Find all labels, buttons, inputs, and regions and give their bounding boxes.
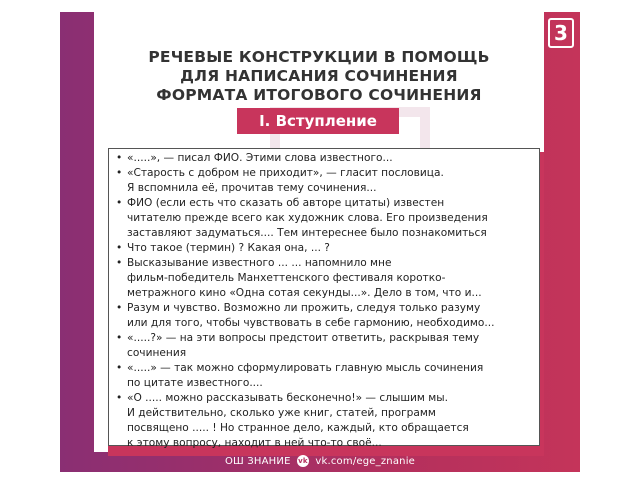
list-item [115, 301, 533, 331]
list-item [115, 256, 533, 301]
list-item [115, 166, 533, 196]
list-item-line: или для того, чтобы чувствовать в себе гармонию, необходимо... [127, 317, 495, 329]
list-item-line: • «.....», — писал ФИО. Этими слова известного... [127, 152, 393, 164]
list-item [115, 241, 533, 256]
list-item-line: Я вспомнила её, прочитав тему сочинения... [127, 182, 377, 194]
section-badge: I. Вступление [237, 108, 399, 134]
page-title [94, 48, 544, 105]
title-line-2: ДЛЯ НАПИСАНИЯ СОЧИНЕНИЯ [180, 67, 458, 85]
list-item [115, 361, 533, 391]
phrase-list [115, 151, 533, 451]
list-item-line: • «О ..... можно рассказывать бесконечно!» — слышим мы. [127, 392, 448, 404]
list-item-line: фильм-победитель Манхеттенского фестиваля коротко- [127, 272, 446, 284]
list-item [115, 196, 533, 241]
list-item-line: • Разум и чувство. Возможно ли прожить, следуя только разуму [127, 302, 481, 314]
list-item [115, 391, 533, 451]
list-item-line: • Что такое (термин) ? Какая она, ... ? [127, 242, 330, 254]
list-item-line: • ФИО (если есть что сказать об авторе цитаты) известен [127, 197, 445, 209]
list-item-line: заставляют задуматься.... Тем интереснее было познакомиться [127, 227, 487, 239]
list-item-line: • Высказывание известного ... ... напомнило мне [127, 257, 392, 269]
brand-logo-icon: 3 [548, 18, 574, 48]
list-item-line: по цитате известного.... [127, 377, 263, 389]
title-line-1: РЕЧЕВЫЕ КОНСТРУКЦИИ В ПОМОЩЬ [148, 48, 490, 66]
list-item [115, 331, 533, 361]
phrases-box [108, 148, 540, 449]
vk-icon: vk [298, 457, 308, 465]
list-item [115, 151, 533, 166]
list-item-line: сочинения [127, 347, 187, 359]
list-item-line: И действительно, сколько уже книг, статей, программ [127, 407, 436, 419]
footer [60, 452, 580, 472]
list-item-line: • «.....?» — на эти вопросы предстоит ответить, раскрывая тему [127, 332, 480, 344]
list-item-line: читателю прежде всего как художник слова. Его произведения [127, 212, 488, 224]
list-item-line: метражного кино «Одна сотая секунды...». Дело в том, что и... [127, 287, 482, 299]
footer-brand: ОШ ЗНАНИЕ [224, 456, 291, 467]
poster [60, 12, 580, 472]
title-line-3: ФОРМАТА ИТОГОВОГО СОЧИНЕНИЯ [156, 86, 482, 104]
list-item-line: к этому вопросу, находит в ней что-то своё... [127, 437, 382, 449]
list-item-line: • «.....» — так можно сформулировать главную мысль сочинения [127, 362, 484, 374]
list-item-line: • «Старость с добром не приходит», — гласит пословица. [127, 167, 444, 179]
list-item-line: посвящено ..... ! Но странное дело, каждый, кто обращается [127, 422, 469, 434]
footer-link[interactable]: vk.com/ege_znanie [315, 456, 416, 467]
